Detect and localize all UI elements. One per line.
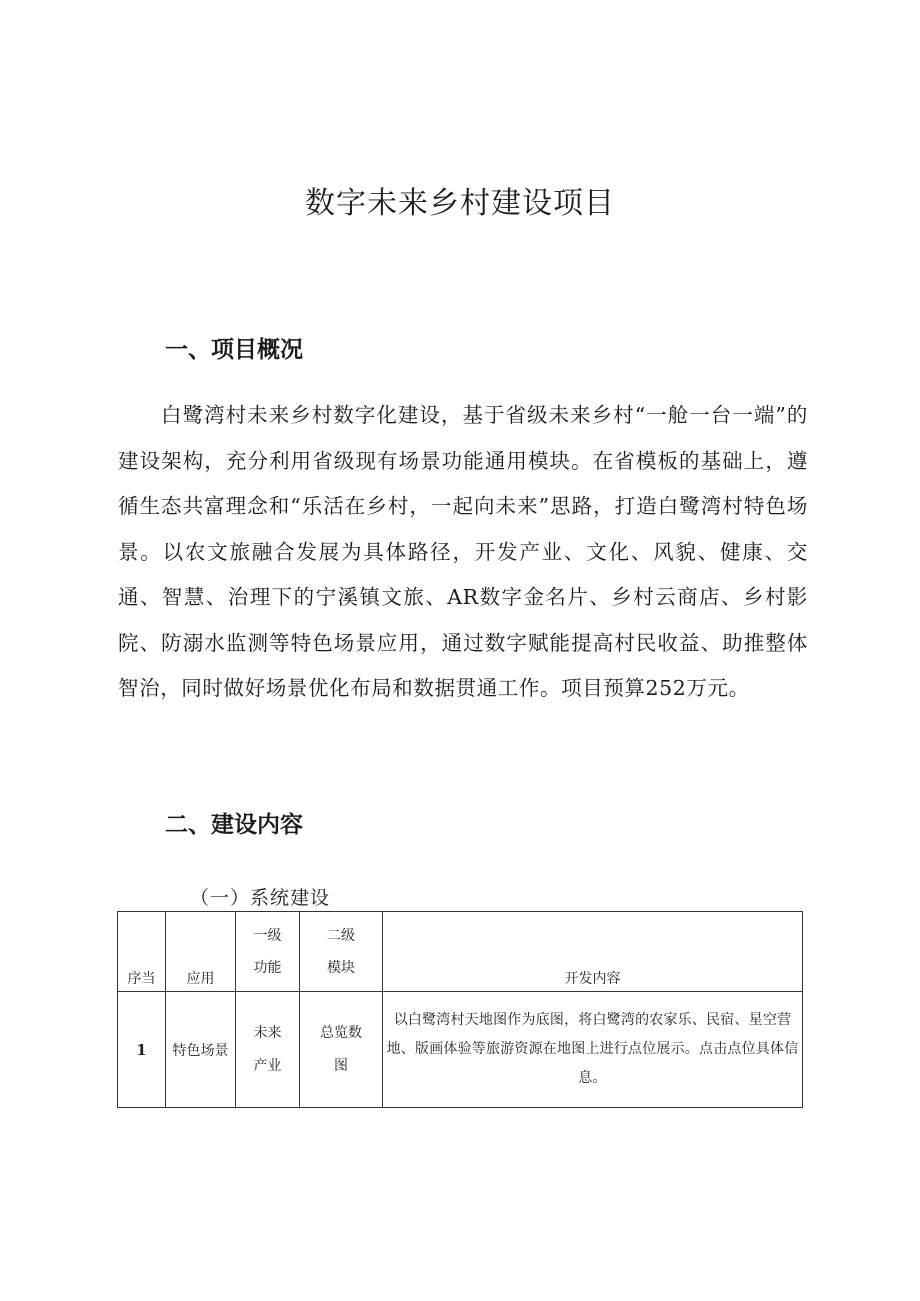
document-title: 数字未来乡村建设项目 — [305, 186, 615, 221]
header-level1 — [236, 912, 300, 992]
header-app: 应用 — [166, 912, 236, 992]
cell-level1-line2: 产业 — [253, 1057, 282, 1074]
header-level2 — [300, 912, 383, 992]
cell-level2 — [300, 992, 383, 1108]
header-seq: 序当 — [118, 912, 166, 992]
cell-seq: 1 — [118, 992, 166, 1108]
cell-dev-content: 以白鹭湾村天地图作为底图，将白鹭湾的农家乐、民宿、星空营地、版画体验等旅游资源在地图上进行点位展示。点击点位具体信息。 — [383, 992, 803, 1108]
cell-level1 — [236, 992, 300, 1108]
header-level1-line1: 一级 — [253, 927, 282, 944]
cell-level2-line2: 图 — [334, 1057, 348, 1074]
header-level1-line2: 功能 — [253, 959, 282, 976]
cell-level1-line1: 未来 — [253, 1024, 282, 1041]
subsection-heading-system: （一）系统建设 — [190, 887, 331, 909]
table-header-row — [118, 912, 803, 992]
construction-table — [117, 911, 803, 1108]
overview-paragraph: 白鹭湾村未来乡村数字化建设，基于省级未来乡村“一舱一台一端”的建设架构，充分利用省级现有场景功能通用模块。在省模板的基础上，遵循生态共富理念和“乐活在乡村，一起向未来”思路，打造白鹭湾村特色场景。以农文旅融合发展为具体路径，开发产业、文化、风貌、健康、交通、智慧、治理下的宁溪镇文旅、AR数字金名片、乡村云商店、乡村影院、防溺水监测等特色场景应用，通过数字赋能提高村民收益、助推整体智治，同时做好场景优化布局和数据贯通工作。项目预算252万元。 — [118, 403, 808, 700]
header-dev: 开发内容 — [383, 912, 803, 992]
section-heading-construction: 二、建设内容 — [165, 812, 303, 838]
table-row — [118, 992, 803, 1108]
header-level2-line2: 模块 — [327, 959, 355, 976]
header-level2-line1: 二级 — [327, 927, 355, 944]
cell-app: 特色场景 — [166, 992, 236, 1108]
section-heading-overview: 一、项目概况 — [165, 337, 303, 363]
cell-level2-line1: 总览数 — [320, 1024, 362, 1041]
